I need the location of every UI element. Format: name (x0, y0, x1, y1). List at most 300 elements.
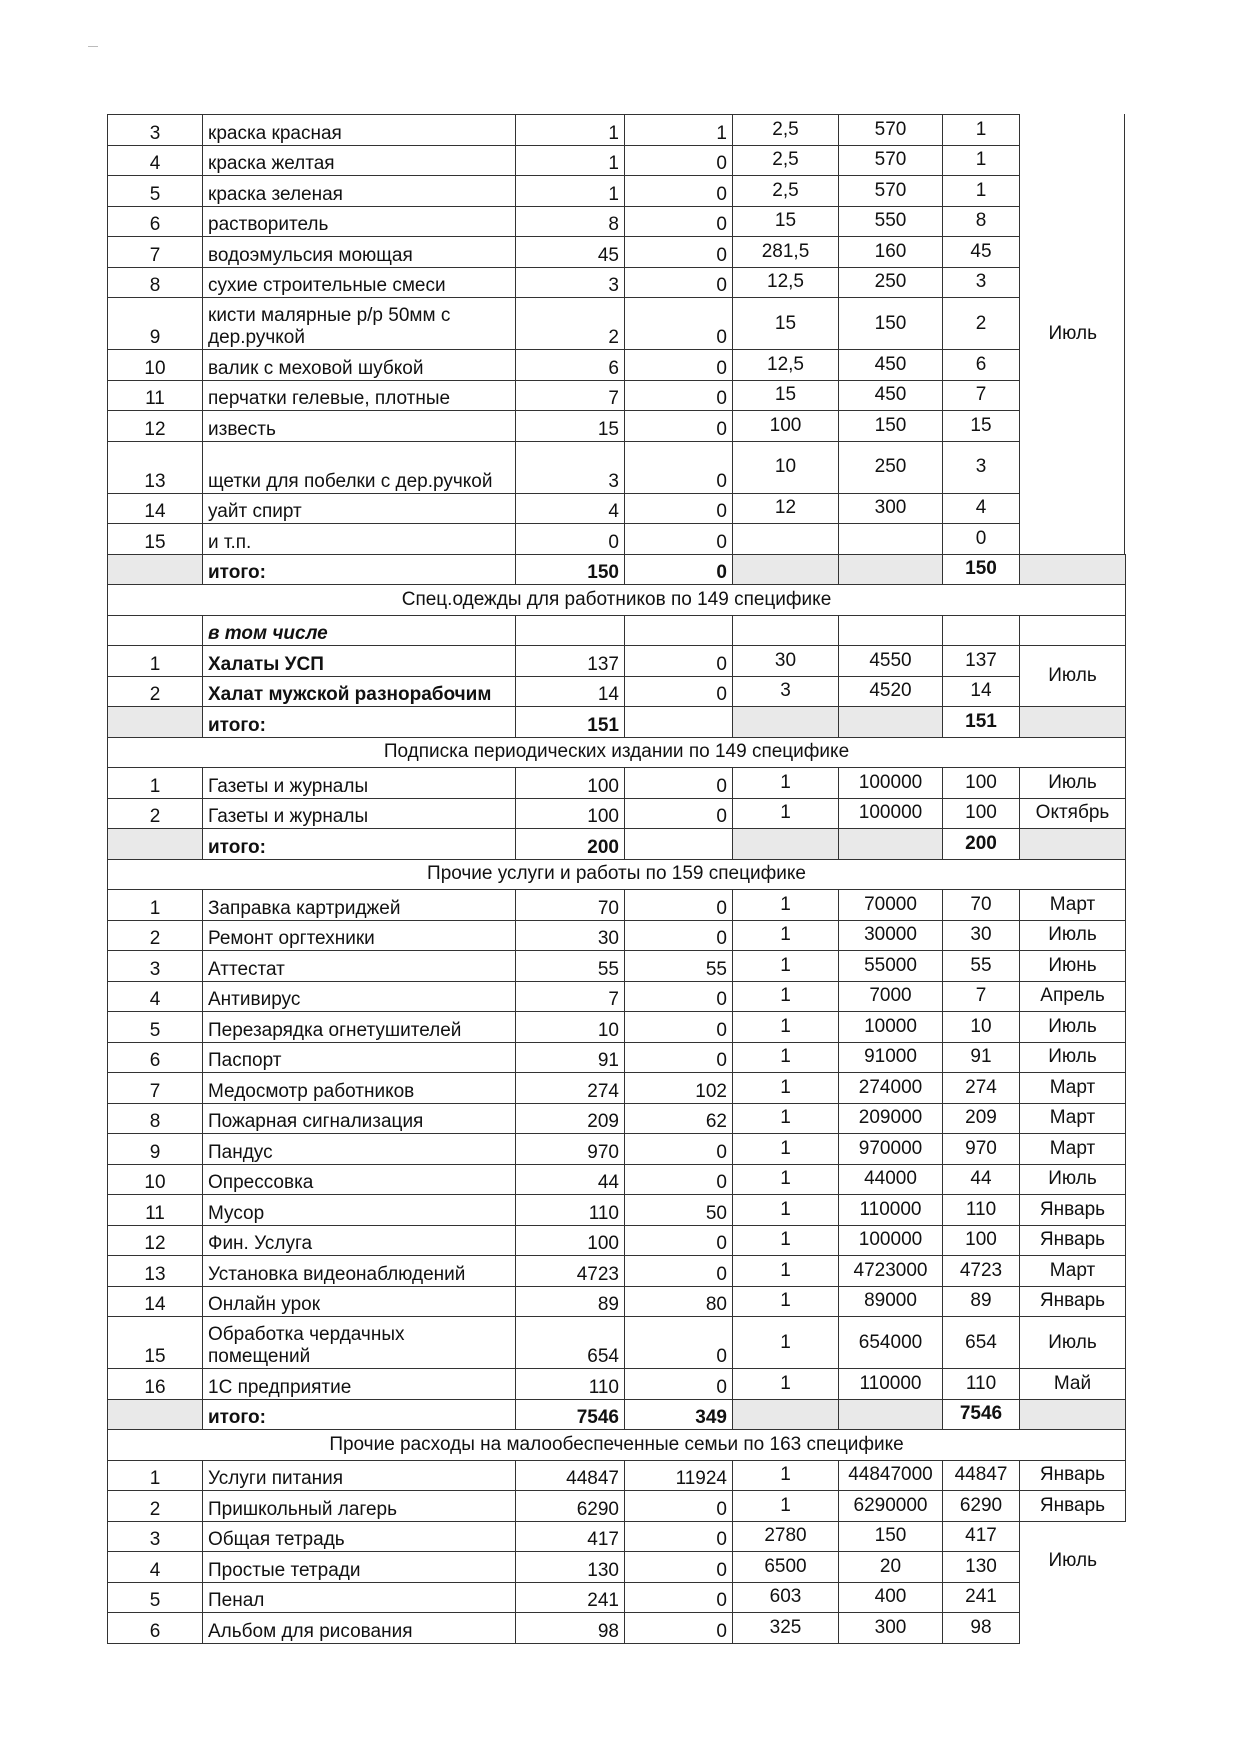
scan-mark (88, 46, 98, 47)
sum: 400 (839, 1582, 943, 1613)
sum: 300 (839, 1613, 943, 1644)
sum: 6290000 (839, 1491, 943, 1522)
price: 1 (733, 1164, 839, 1195)
table-row (108, 1582, 1126, 1613)
quantity-2: 80 (625, 1286, 733, 1317)
quantity: 130 (516, 1552, 625, 1583)
quantity: 209 (516, 1103, 625, 1134)
sum: 250 (839, 267, 943, 298)
sum: 150 (839, 298, 943, 350)
section-header (108, 585, 1126, 616)
total: 137 (943, 646, 1020, 677)
month: Июль (1020, 1042, 1126, 1073)
quantity-2: 0 (625, 237, 733, 268)
quantity-2: 0 (625, 1491, 733, 1522)
price: 1 (733, 1012, 839, 1043)
total-blank (1020, 1399, 1126, 1430)
quantity-2: 0 (625, 267, 733, 298)
sum: 55000 (839, 951, 943, 982)
total-total: 200 (943, 829, 1020, 860)
total-quantity-2 (625, 829, 733, 860)
sum: 44000 (839, 1164, 943, 1195)
quantity-2: 0 (625, 1134, 733, 1165)
quantity-2: 0 (625, 646, 733, 677)
quantity: 6290 (516, 1491, 625, 1522)
price: 15 (733, 298, 839, 350)
blank (516, 615, 625, 646)
total: 15 (943, 411, 1020, 442)
total: 1 (943, 176, 1020, 207)
row-number: 15 (108, 524, 203, 555)
price: 15 (733, 206, 839, 237)
price: 1 (733, 1369, 839, 1400)
price: 15 (733, 380, 839, 411)
row-number: 6 (108, 1042, 203, 1073)
total: 100 (943, 1225, 1020, 1256)
price: 603 (733, 1582, 839, 1613)
item-name: краска желтая (203, 145, 516, 176)
total-quantity: 150 (516, 554, 625, 585)
item-name: Аттестат (203, 951, 516, 982)
row-number: 9 (108, 1134, 203, 1165)
quantity: 7 (516, 981, 625, 1012)
sum: 570 (839, 115, 943, 146)
price: 1 (733, 1103, 839, 1134)
total: 70 (943, 890, 1020, 921)
item-name: щетки для побелки с дер.ручкой (203, 441, 516, 493)
sum: 89000 (839, 1286, 943, 1317)
item-name: Опрессовка (203, 1164, 516, 1195)
month: Март (1020, 1256, 1126, 1287)
item-name: растворитель (203, 206, 516, 237)
total-row (108, 1399, 1126, 1430)
quantity: 70 (516, 890, 625, 921)
table-row (108, 350, 1126, 381)
total-label: итого: (203, 554, 516, 585)
section-header (108, 737, 1126, 768)
quantity: 0 (516, 524, 625, 555)
quantity: 7 (516, 380, 625, 411)
total-blank (1020, 707, 1126, 738)
price: 1 (733, 1195, 839, 1226)
quantity: 1 (516, 115, 625, 146)
price: 10 (733, 441, 839, 493)
quantity: 30 (516, 920, 625, 951)
total-blank (733, 554, 839, 585)
quantity-2: 0 (625, 920, 733, 951)
month: Январь (1020, 1195, 1126, 1226)
table-row (108, 1286, 1126, 1317)
row-number: 11 (108, 1195, 203, 1226)
total-blank (108, 829, 203, 860)
quantity-2: 0 (625, 1613, 733, 1644)
quantity: 100 (516, 768, 625, 799)
total: 4 (943, 493, 1020, 524)
sum: 300 (839, 493, 943, 524)
total: 7 (943, 981, 1020, 1012)
row-number: 14 (108, 1286, 203, 1317)
sum: 970000 (839, 1134, 943, 1165)
section-title: Подписка периодических издании по 149 специфике (108, 737, 1126, 768)
price: 1 (733, 1317, 839, 1369)
total-blank (1020, 829, 1126, 860)
total-blank (839, 554, 943, 585)
total: 100 (943, 798, 1020, 829)
total: 3 (943, 267, 1020, 298)
quantity-2: 0 (625, 441, 733, 493)
table-row (108, 1317, 1126, 1369)
sum: 91000 (839, 1042, 943, 1073)
quantity: 274 (516, 1073, 625, 1104)
row-number: 1 (108, 768, 203, 799)
price: 2,5 (733, 145, 839, 176)
total: 30 (943, 920, 1020, 951)
row-number: 6 (108, 206, 203, 237)
item-name: уайт спирт (203, 493, 516, 524)
item-name: Пожарная сигнализация (203, 1103, 516, 1134)
sum: 30000 (839, 920, 943, 951)
quantity: 2 (516, 298, 625, 350)
quantity: 970 (516, 1134, 625, 1165)
total: 3 (943, 441, 1020, 493)
price: 1 (733, 1491, 839, 1522)
quantity-2: 50 (625, 1195, 733, 1226)
subheader-row (108, 615, 1126, 646)
item-name: Установка видеонаблюдений (203, 1256, 516, 1287)
price: 1 (733, 920, 839, 951)
item-name: Пришкольный лагерь (203, 1491, 516, 1522)
row-number: 16 (108, 1369, 203, 1400)
total: 89 (943, 1286, 1020, 1317)
quantity-2: 0 (625, 798, 733, 829)
total: 241 (943, 1582, 1020, 1613)
row-number: 4 (108, 145, 203, 176)
price: 1 (733, 890, 839, 921)
table-row (108, 1613, 1126, 1644)
total-label: итого: (203, 829, 516, 860)
price: 325 (733, 1613, 839, 1644)
total: 110 (943, 1369, 1020, 1400)
month: Июль (1020, 920, 1126, 951)
quantity-2: 0 (625, 411, 733, 442)
quantity-2: 0 (625, 1225, 733, 1256)
sum: 209000 (839, 1103, 943, 1134)
table-row (108, 1460, 1126, 1491)
price: 1 (733, 1460, 839, 1491)
quantity-2: 0 (625, 493, 733, 524)
quantity-2: 102 (625, 1073, 733, 1104)
item-name: Простые тетради (203, 1552, 516, 1583)
sum: 4723000 (839, 1256, 943, 1287)
table-row (108, 1195, 1126, 1226)
row-number: 15 (108, 1317, 203, 1369)
quantity: 15 (516, 411, 625, 442)
table-row (108, 1521, 1126, 1552)
row-number: 7 (108, 237, 203, 268)
table-row (108, 1134, 1126, 1165)
sum: 20 (839, 1552, 943, 1583)
sum: 100000 (839, 1225, 943, 1256)
total-row (108, 554, 1126, 585)
total-blank (733, 829, 839, 860)
table-row (108, 441, 1126, 493)
month: Июль (1020, 1164, 1126, 1195)
item-name: Пенал (203, 1582, 516, 1613)
quantity: 3 (516, 441, 625, 493)
quantity-2: 0 (625, 176, 733, 207)
sum: 44847000 (839, 1460, 943, 1491)
sum: 450 (839, 350, 943, 381)
sum: 150 (839, 411, 943, 442)
table-row (108, 890, 1126, 921)
row-number: 5 (108, 1012, 203, 1043)
quantity: 8 (516, 206, 625, 237)
month: Июнь (1020, 951, 1126, 982)
item-name: водоэмульсия моющая (203, 237, 516, 268)
quantity-2: 55 (625, 951, 733, 982)
quantity-2: 0 (625, 524, 733, 555)
quantity: 4 (516, 493, 625, 524)
item-name: и т.п. (203, 524, 516, 555)
month: Июль (1020, 1521, 1126, 1643)
quantity-2: 0 (625, 1012, 733, 1043)
quantity-2: 11924 (625, 1460, 733, 1491)
total: 55 (943, 951, 1020, 982)
quantity: 44847 (516, 1460, 625, 1491)
quantity: 3 (516, 267, 625, 298)
table-row (108, 493, 1126, 524)
total: 44 (943, 1164, 1020, 1195)
item-name: Газеты и журналы (203, 768, 516, 799)
total-quantity: 200 (516, 829, 625, 860)
quantity: 91 (516, 1042, 625, 1073)
quantity-2: 0 (625, 1256, 733, 1287)
sum: 100000 (839, 798, 943, 829)
item-name: Паспорт (203, 1042, 516, 1073)
table-row (108, 1103, 1126, 1134)
month: Март (1020, 1073, 1126, 1104)
blank (839, 615, 943, 646)
price: 12,5 (733, 350, 839, 381)
quantity: 110 (516, 1195, 625, 1226)
quantity: 14 (516, 676, 625, 707)
item-name: Пандус (203, 1134, 516, 1165)
month: Июль (1020, 1012, 1126, 1043)
total-blank (108, 1399, 203, 1430)
quantity: 100 (516, 798, 625, 829)
quantity: 110 (516, 1369, 625, 1400)
total-quantity-2: 349 (625, 1399, 733, 1430)
month: Июль (1020, 1317, 1126, 1369)
price: 1 (733, 981, 839, 1012)
price: 1 (733, 951, 839, 982)
price: 1 (733, 1042, 839, 1073)
quantity-2: 0 (625, 1317, 733, 1369)
item-name: Онлайн урок (203, 1286, 516, 1317)
total-blank (1020, 554, 1126, 585)
quantity: 55 (516, 951, 625, 982)
sum: 70000 (839, 890, 943, 921)
quantity-2: 0 (625, 1042, 733, 1073)
price: 2,5 (733, 115, 839, 146)
quantity-2: 1 (625, 115, 733, 146)
sum: 570 (839, 176, 943, 207)
expense-table (107, 114, 1126, 1644)
row-number: 5 (108, 176, 203, 207)
table-row (108, 411, 1126, 442)
sum: 274000 (839, 1073, 943, 1104)
table-row (108, 1042, 1126, 1073)
row-number: 4 (108, 1552, 203, 1583)
sum: 4520 (839, 676, 943, 707)
total: 44847 (943, 1460, 1020, 1491)
blank (733, 615, 839, 646)
month: Январь (1020, 1491, 1126, 1522)
total-blank (839, 829, 943, 860)
price: 3 (733, 676, 839, 707)
row-number: 8 (108, 1103, 203, 1134)
quantity: 89 (516, 1286, 625, 1317)
item-name: валик с меховой шубкой (203, 350, 516, 381)
total-total: 7546 (943, 1399, 1020, 1430)
total: 1 (943, 145, 1020, 176)
price: 100 (733, 411, 839, 442)
item-name: Ремонт оргтехники (203, 920, 516, 951)
table-row (108, 1012, 1126, 1043)
month: Июль (1020, 115, 1126, 555)
table-row (108, 1256, 1126, 1287)
month: Март (1020, 1134, 1126, 1165)
quantity-2: 0 (625, 145, 733, 176)
quantity-2: 0 (625, 1521, 733, 1552)
month: Март (1020, 890, 1126, 921)
total-quantity: 151 (516, 707, 625, 738)
price (733, 524, 839, 555)
item-name: Халаты УСП (203, 646, 516, 677)
table-row (108, 1552, 1126, 1583)
total: 0 (943, 524, 1020, 555)
price: 1 (733, 1286, 839, 1317)
quantity-2: 0 (625, 298, 733, 350)
total: 8 (943, 206, 1020, 237)
total: 970 (943, 1134, 1020, 1165)
quantity-2: 0 (625, 380, 733, 411)
table-row (108, 646, 1126, 677)
total-quantity: 7546 (516, 1399, 625, 1430)
month: Март (1020, 1103, 1126, 1134)
row-number: 8 (108, 267, 203, 298)
row-number: 14 (108, 493, 203, 524)
item-name: Альбом для рисования (203, 1613, 516, 1644)
table-row (108, 176, 1126, 207)
quantity-2: 0 (625, 1552, 733, 1583)
sum: 150 (839, 1521, 943, 1552)
total: 14 (943, 676, 1020, 707)
item-name: Общая тетрадь (203, 1521, 516, 1552)
sum: 550 (839, 206, 943, 237)
month: Апрель (1020, 981, 1126, 1012)
month: Октябрь (1020, 798, 1126, 829)
sum: 7000 (839, 981, 943, 1012)
total: 654 (943, 1317, 1020, 1369)
price: 1 (733, 1225, 839, 1256)
sum: 110000 (839, 1369, 943, 1400)
total: 6290 (943, 1491, 1020, 1522)
price: 1 (733, 1134, 839, 1165)
table-row (108, 1225, 1126, 1256)
quantity: 241 (516, 1582, 625, 1613)
blank (625, 615, 733, 646)
month: Январь (1020, 1225, 1126, 1256)
item-name: Мусор (203, 1195, 516, 1226)
quantity: 4723 (516, 1256, 625, 1287)
price: 2780 (733, 1521, 839, 1552)
row-number: 3 (108, 1521, 203, 1552)
quantity: 98 (516, 1613, 625, 1644)
row-number: 3 (108, 951, 203, 982)
table-row (108, 1073, 1126, 1104)
quantity: 10 (516, 1012, 625, 1043)
total-label: итого: (203, 707, 516, 738)
item-name: перчатки гелевые, плотные (203, 380, 516, 411)
section-header (108, 1430, 1126, 1461)
row-number: 4 (108, 981, 203, 1012)
table-row (108, 676, 1126, 707)
table-row (108, 206, 1126, 237)
item-name: Медосмотр работников (203, 1073, 516, 1104)
row-number: 13 (108, 1256, 203, 1287)
blank (943, 615, 1020, 646)
total: 91 (943, 1042, 1020, 1073)
price: 2,5 (733, 176, 839, 207)
total-total: 151 (943, 707, 1020, 738)
total: 7 (943, 380, 1020, 411)
table-row (108, 951, 1126, 982)
quantity-2: 62 (625, 1103, 733, 1134)
quantity-2: 0 (625, 1164, 733, 1195)
row-number: 13 (108, 441, 203, 493)
total-quantity-2: 0 (625, 554, 733, 585)
row-number: 11 (108, 380, 203, 411)
table-row (108, 1491, 1126, 1522)
total: 130 (943, 1552, 1020, 1583)
item-name: Обработка чердачных помещений (203, 1317, 516, 1369)
table-row (108, 1369, 1126, 1400)
total-row (108, 707, 1126, 738)
total: 110 (943, 1195, 1020, 1226)
quantity-2: 0 (625, 768, 733, 799)
sum: 110000 (839, 1195, 943, 1226)
table-row (108, 981, 1126, 1012)
table-row (108, 298, 1126, 350)
sum: 10000 (839, 1012, 943, 1043)
quantity: 137 (516, 646, 625, 677)
price: 12 (733, 493, 839, 524)
row-number: 2 (108, 1491, 203, 1522)
total-row (108, 829, 1126, 860)
quantity: 6 (516, 350, 625, 381)
quantity: 44 (516, 1164, 625, 1195)
table-row (108, 145, 1126, 176)
table-row (108, 798, 1126, 829)
total-quantity-2 (625, 707, 733, 738)
quantity-2: 0 (625, 676, 733, 707)
row-number: 10 (108, 350, 203, 381)
month: Май (1020, 1369, 1126, 1400)
total: 6 (943, 350, 1020, 381)
sum: 4550 (839, 646, 943, 677)
total-blank (108, 554, 203, 585)
